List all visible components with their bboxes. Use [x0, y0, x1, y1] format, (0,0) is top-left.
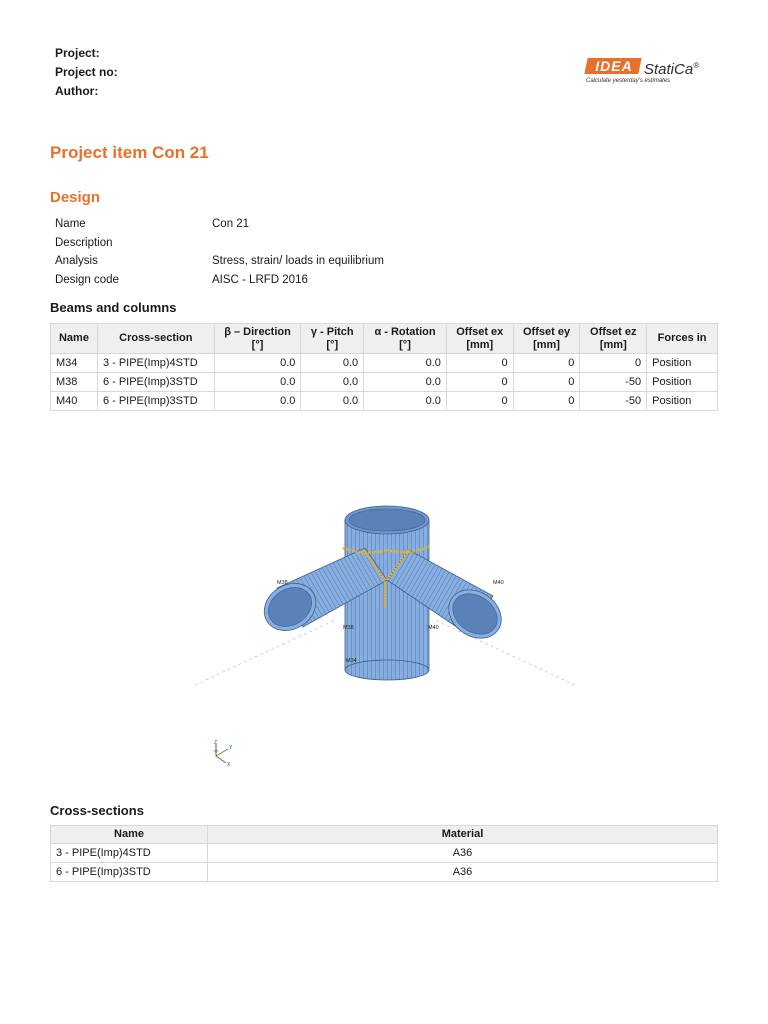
cell-offset-ey: 0 [513, 373, 580, 392]
cell-pitch: 0.0 [301, 373, 364, 392]
cell-name: M40 [51, 392, 98, 411]
member-label: M38 [343, 625, 354, 631]
col-header [647, 324, 718, 354]
design-value: AISC - LRFD 2016 [212, 273, 308, 286]
cell-direction: 0.0 [214, 354, 301, 373]
guide-line [195, 620, 335, 685]
col-unit: [°] [251, 338, 264, 351]
col-header [97, 324, 214, 354]
col-header [580, 324, 647, 354]
cell-name: 3 - PIPE(Imp)4STD [51, 844, 208, 863]
cell-pitch: 0.0 [301, 392, 364, 411]
col-unit: [°] [326, 338, 339, 351]
design-heading: Design [50, 189, 101, 206]
col-unit: [mm] [533, 338, 560, 351]
cell-rotation: 0.0 [364, 373, 447, 392]
col-title: Cross-section [119, 332, 193, 344]
cell-name: M34 [51, 354, 98, 373]
col-header [301, 324, 364, 354]
design-row [55, 215, 384, 234]
col-title: β – Direction [224, 325, 291, 338]
design-key: Name [55, 218, 86, 230]
cell-forces-in: Position [647, 354, 718, 373]
cross-sections-table [50, 825, 718, 882]
cell-offset-ex: 0 [446, 392, 513, 411]
table-row [51, 863, 718, 882]
project-label: Project: [55, 46, 100, 60]
connection-3d-view [195, 500, 575, 700]
member-label: M34 [346, 658, 357, 664]
cell-direction: 0.0 [214, 373, 301, 392]
col-header [446, 324, 513, 354]
axis-x-label: X [227, 762, 231, 768]
beams-heading: Beams and columns [50, 300, 177, 315]
col-unit: [mm] [599, 338, 627, 351]
cell-material: A36 [208, 863, 718, 882]
logo-brand-left: IDEA [595, 58, 633, 74]
design-row [55, 252, 384, 271]
col-header [214, 324, 301, 354]
design-properties [55, 215, 384, 289]
guide-line [435, 620, 575, 685]
col-header [513, 324, 580, 354]
cell-rotation: 0.0 [364, 392, 447, 411]
beams-header-row [51, 324, 718, 354]
logo-brand-right-text: StatiCa [644, 61, 694, 78]
cell-offset-ey: 0 [513, 392, 580, 411]
col-title: Offset ey [522, 325, 571, 338]
design-row [55, 234, 384, 253]
project-no-label: Project no: [55, 65, 118, 79]
table-row [51, 354, 718, 373]
col-title: Forces in [657, 332, 707, 344]
author-label: Author: [55, 84, 99, 98]
axis-gizmo-icon [206, 738, 236, 768]
cross-sections-heading: Cross-sections [50, 803, 144, 818]
col-unit: [°] [399, 338, 411, 351]
col-header [364, 324, 447, 354]
design-key: Description [55, 236, 113, 249]
cell-material: A36 [208, 844, 718, 863]
cell-forces-in: Position [647, 373, 718, 392]
member-label: M38 [277, 580, 288, 586]
cell-pitch: 0.0 [301, 354, 364, 373]
table-row [51, 844, 718, 863]
cell-offset-ez: 0 [580, 354, 647, 373]
col-title: γ - Pitch [310, 325, 354, 338]
col-header: Material [208, 826, 718, 844]
cell-rotation: 0.0 [364, 354, 447, 373]
cell-cross-section: 6 - PIPE(Imp)3STD [97, 373, 214, 392]
cell-name: 6 - PIPE(Imp)3STD [51, 863, 208, 882]
member-label: M40 [493, 580, 504, 586]
logo-tagline: Calculate yesterday's estimates [586, 78, 671, 84]
company-logo [586, 56, 716, 90]
cell-offset-ex: 0 [446, 373, 513, 392]
col-title: α - Rotation [374, 325, 436, 338]
design-key: Design code [55, 273, 119, 286]
cell-offset-ey: 0 [513, 354, 580, 373]
col-header: Name [51, 826, 208, 844]
axis-y-label: Y [229, 745, 233, 751]
design-row [55, 271, 384, 290]
axis-z-label: Z [214, 740, 218, 746]
cell-forces-in: Position [647, 392, 718, 411]
table-row [51, 373, 718, 392]
design-key: Analysis [55, 255, 98, 267]
col-title: Offset ez [590, 325, 637, 338]
beams-table [50, 323, 718, 411]
col-title: Name [58, 332, 89, 344]
design-value: Stress, strain/ loads in equilibrium [212, 255, 384, 267]
cell-cross-section: 3 - PIPE(Imp)4STD [97, 354, 214, 373]
col-unit: [mm] [466, 338, 494, 351]
cell-offset-ez: -50 [580, 392, 647, 411]
cell-offset-ez: -50 [580, 373, 647, 392]
cell-name: M38 [51, 373, 98, 392]
member-label: M40 [428, 625, 439, 631]
col-header [51, 324, 98, 354]
cell-direction: 0.0 [214, 392, 301, 411]
cell-offset-ex: 0 [446, 354, 513, 373]
design-value: Con 21 [212, 218, 250, 230]
col-title: Offset ex [456, 325, 504, 338]
page-title: Project item Con 21 [50, 143, 209, 162]
cross-sections-header-row [51, 826, 718, 844]
cell-cross-section: 6 - PIPE(Imp)3STD [97, 392, 214, 411]
logo-registered: ® [693, 61, 700, 70]
table-row [51, 392, 718, 411]
logo-brand-right [644, 56, 699, 80]
project-header [55, 44, 118, 101]
